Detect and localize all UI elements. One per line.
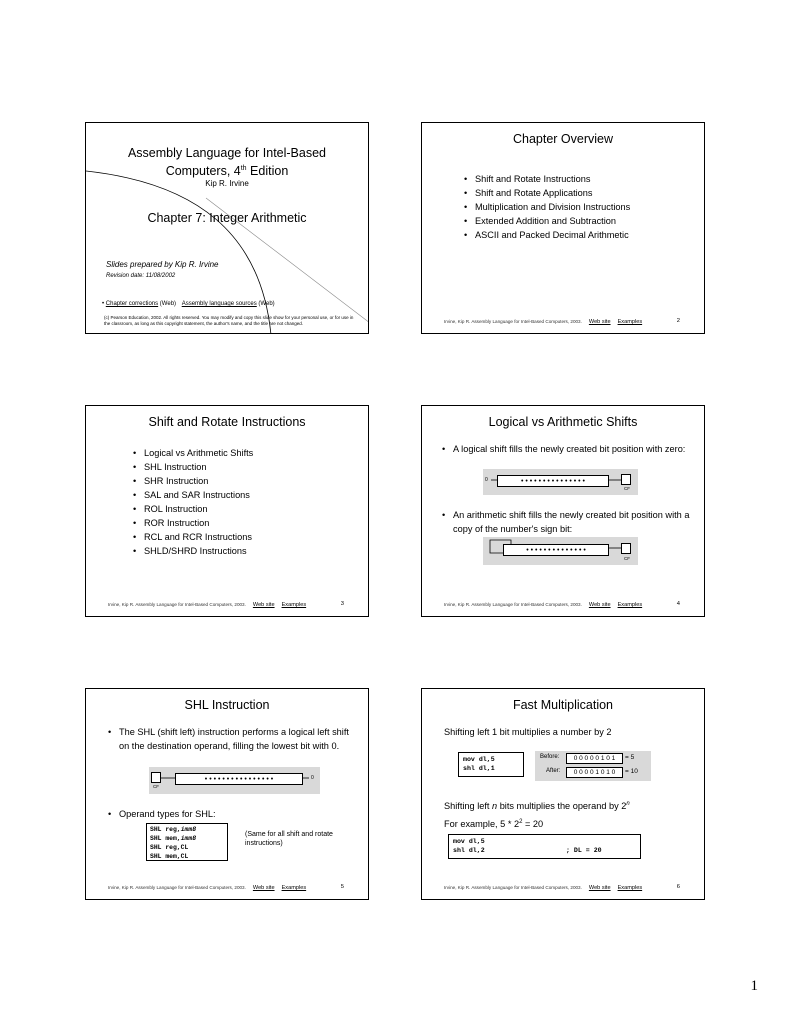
list-item: • Multiplication and Division Instructions <box>464 200 630 214</box>
operand-types-bullet: • Operand types for SHL: <box>108 807 216 821</box>
logical-shift-bullet: • A logical shift fills the newly created bit position with zero: <box>442 442 692 456</box>
topics-list <box>133 446 253 558</box>
web-site-link[interactable]: Web site <box>588 319 611 325</box>
arithmetic-shift-diagram: • • • • • • • • • • • • • • CF <box>483 537 638 565</box>
slide-1-title: Assembly Language for Intel-Based Computers, 4th Edition <box>127 146 327 179</box>
slide-2-title: Chapter Overview <box>512 132 614 146</box>
operand-types-box: SHL reg,imm8 SHL mem,imm8 SHL reg,CL SHL mem,CL <box>146 823 228 861</box>
slide-5 <box>85 688 369 900</box>
slide-1-prepared: Slides prepared by Kip R. Irvine <box>106 260 219 269</box>
examples-link[interactable]: Examples <box>281 602 307 608</box>
slide-number: 5 <box>340 884 344 890</box>
assembly-sources-link[interactable]: Assembly language sources <box>181 301 257 307</box>
list-item: • Logical vs Arithmetic Shifts <box>133 446 253 460</box>
list-item: • SHLD/SHRD Instructions <box>133 544 253 558</box>
fast-mult-line2: Shifting left n bits multiplies the operand by 2$^n$ <box>444 801 630 812</box>
slide-4-title: Logical vs Arithmetic Shifts <box>488 415 638 429</box>
slide-1-chapter: Chapter 7: Integer Arithmetic <box>147 211 307 225</box>
arithmetic-shift-bullet: • An arithmetic shift fills the newly created bit position with a copy of the number's sign bit: <box>442 508 692 536</box>
before-bits: 0 0 0 0 0 1 0 1 <box>566 753 623 764</box>
list-item: • ROL Instruction <box>133 502 253 516</box>
shl-bullets-2 <box>108 807 216 821</box>
code-box-2: mov dl,5 shl dl,2 ; DL = 20 <box>448 834 641 859</box>
list-item: • ASCII and Packed Decimal Arithmetic <box>464 228 630 242</box>
slide-1-revision: Revision date: 11/08/2002 <box>106 273 176 279</box>
after-bits: 0 0 0 0 1 0 1 0 <box>566 767 623 778</box>
slide-number: 2 <box>676 318 680 324</box>
list-item: • RCL and RCR Instructions <box>133 530 253 544</box>
slide-1-author: Kip R. Irvine <box>205 179 249 188</box>
slide-1 <box>85 122 369 334</box>
slide-footer: Irvine, Kip R. Assembly Language for Intel-Based Computers, 2003. Web site Examples <box>444 319 643 325</box>
fast-mult-line1: Shifting left 1 bit multiplies a number by 2 <box>444 727 612 737</box>
examples-link[interactable]: Examples <box>281 885 307 891</box>
shl-diagram: CF • • • • • • • • • • • • • • • • 0 <box>149 767 320 794</box>
slide-footer: Irvine, Kip R. Assembly Language for Intel-Based Computers, 2003. Web site Examples <box>108 885 307 891</box>
slide-6-title: Fast Multiplication <box>512 698 614 712</box>
list-item: • Shift and Rotate Applications <box>464 186 630 200</box>
logical-shift-diagram: 0 • • • • • • • • • • • • • • • CF <box>483 469 638 495</box>
list-item: • SAL and SAR Instructions <box>133 488 253 502</box>
slide-number: 3 <box>340 601 344 607</box>
list-item: • Shift and Rotate Instructions <box>464 172 630 186</box>
web-site-link[interactable]: Web site <box>252 602 275 608</box>
shift-bullets-2 <box>442 508 692 536</box>
slide-footer: Irvine, Kip R. Assembly Language for Intel-Based Computers, 2003. Web site Examples <box>108 602 307 608</box>
slide-4 <box>421 405 705 617</box>
list-item: • Extended Addition and Subtraction <box>464 214 630 228</box>
chapter-corrections-link[interactable]: Chapter corrections <box>105 301 159 307</box>
shl-description-bullet: • The SHL (shift left) instruction performs a logical left shift on the destination operand, filling the lowest bit with 0. <box>108 725 350 753</box>
slide-number: 4 <box>676 601 680 607</box>
examples-link[interactable]: Examples <box>617 885 643 891</box>
page-number: 1 <box>750 978 758 994</box>
shl-bullets <box>108 725 350 753</box>
operand-note: (Same for all shift and rotate instructions) <box>245 831 333 847</box>
code-box-1: mov dl,5 shl dl,1 <box>458 752 524 777</box>
fast-mult-example: For example, $5 * 2^2 = 20$ <box>444 819 544 830</box>
slide-footer: Irvine, Kip R. Assembly Language for Intel-Based Computers, 2003. Web site Examples <box>444 885 643 891</box>
web-site-link[interactable]: Web site <box>252 885 275 891</box>
slide-3-title: Shift and Rotate Instructions <box>148 415 306 429</box>
web-site-link[interactable]: Web site <box>588 602 611 608</box>
slide-number: 6 <box>676 884 680 890</box>
shift-bullets <box>442 442 692 456</box>
slide-1-copyright: (c) Pearson Education, 2002. All rights reserved. You may modify and copy this slide show for your personal use, or for use in the classroom, as long as this copyright statement, the author's name, and the title are not changed. <box>104 315 354 326</box>
examples-link[interactable]: Examples <box>617 602 643 608</box>
before-after-diagram: Before: 0 0 0 0 0 1 0 1 = 5 After: 0 0 0 0 1 0 1 0 = 10 <box>535 751 651 781</box>
web-site-link[interactable]: Web site <box>588 885 611 891</box>
slide-5-title: SHL Instruction <box>184 698 270 712</box>
list-item: • SHL Instruction <box>133 460 253 474</box>
examples-link[interactable]: Examples <box>617 319 643 325</box>
slide-6 <box>421 688 705 900</box>
slide-3 <box>85 405 369 617</box>
slide-footer: Irvine, Kip R. Assembly Language for Intel-Based Computers, 2003. Web site Examples <box>444 602 643 608</box>
slide-2 <box>421 122 705 334</box>
list-item: • SHR Instruction <box>133 474 253 488</box>
overview-list <box>464 172 630 242</box>
list-item: • ROR Instruction <box>133 516 253 530</box>
slide-1-links: • Chapter corrections (Web) Assembly language sources (Web) <box>102 301 275 307</box>
